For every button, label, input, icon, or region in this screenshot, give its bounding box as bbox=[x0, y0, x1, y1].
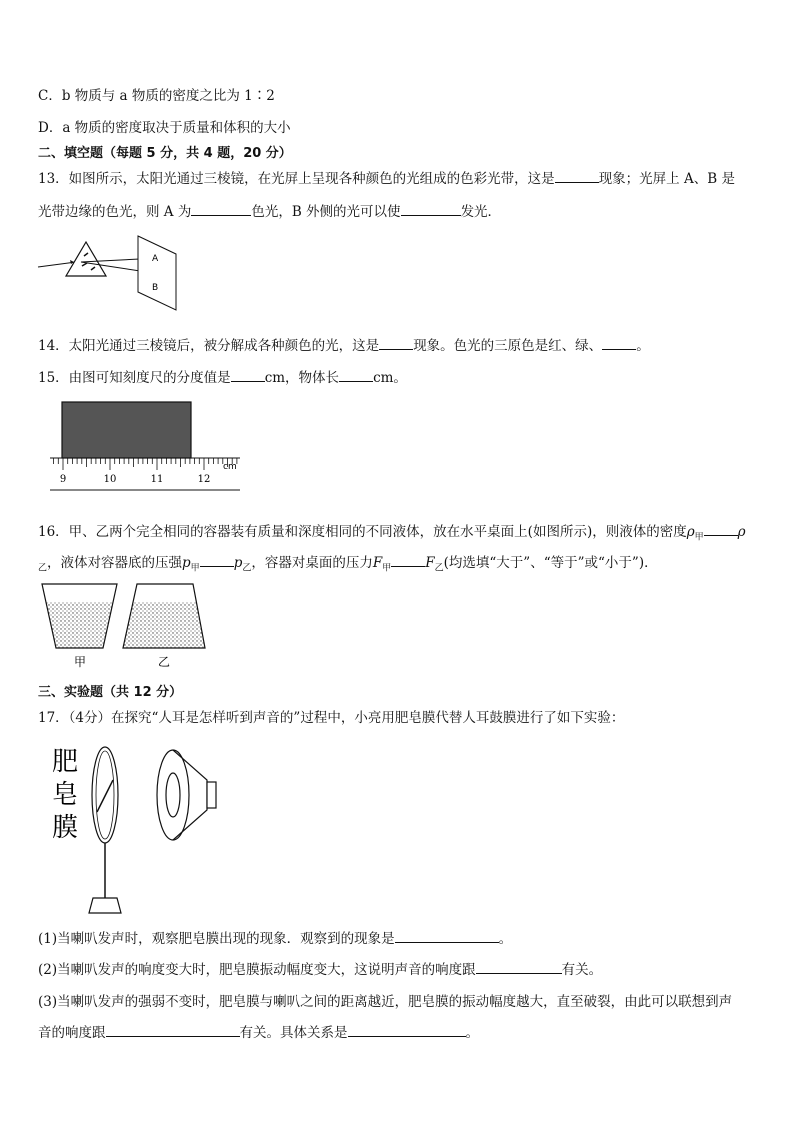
q13-text-a: 13．如图所示，太阳光通过三棱镜，在光屏上呈现各种颜色的光组成的色彩光带，这是 bbox=[38, 171, 555, 187]
q14-text-c: 。 bbox=[636, 338, 650, 354]
q13-blank-2[interactable] bbox=[191, 201, 251, 216]
q13-text-c: 光带边缘的色光，则 A 为 bbox=[38, 204, 192, 220]
q14-text-a: 14．太阳光通过三棱镜后，被分解成各种颜色的光，这是 bbox=[38, 338, 380, 354]
q13-blank-3[interactable] bbox=[401, 201, 461, 216]
option-c: C．b 物质与 a 物质的密度之比为 1∶2 bbox=[38, 88, 275, 104]
q17-part3-line1: (3)当喇叭发声的强弱不变时，肥皂膜与喇叭之间的距离越近，肥皂膜的振动幅度越大，直至破裂，由此可以联想到声 bbox=[38, 994, 733, 1010]
q17-part2 bbox=[38, 958, 602, 978]
q13-text-d: 色光，B 外侧的光可以使 bbox=[251, 204, 401, 220]
prism bbox=[66, 242, 106, 276]
q17-p3-text-b: 有关。具体关系是 bbox=[239, 1025, 348, 1041]
yi-sub-3: 乙 bbox=[434, 563, 444, 574]
ruler-label-12: 12 bbox=[197, 474, 211, 485]
q17-blank-3[interactable] bbox=[106, 1022, 240, 1037]
q17-p1-end: 。 bbox=[498, 931, 513, 947]
incident-ray bbox=[38, 262, 76, 267]
ruler-label-9: 9 bbox=[59, 474, 67, 485]
rho-symbol: ρ bbox=[686, 524, 695, 540]
container-yi bbox=[123, 584, 205, 648]
q15-blank-1[interactable] bbox=[231, 367, 265, 382]
q17-part1 bbox=[38, 927, 512, 947]
label-b: B bbox=[152, 283, 159, 293]
q16-blank-3[interactable] bbox=[391, 552, 425, 567]
q16-line1 bbox=[38, 520, 746, 543]
ruler-figure bbox=[48, 400, 243, 495]
q16-blank-1[interactable] bbox=[704, 521, 738, 536]
q17-p2-end: 有关。 bbox=[561, 962, 603, 978]
q14-blank-2[interactable] bbox=[602, 335, 636, 350]
jia-sub-2: 甲 bbox=[190, 563, 200, 574]
q17-intro: 17．（4分）在探究“人耳是怎样听到声音的”过程中，小亮用肥皂膜代替人耳鼓膜进行了如下实验： bbox=[38, 710, 625, 726]
q17-p1-text: (1)当喇叭发声时，观察肥皂膜出现的现象．观察到的现象是 bbox=[38, 931, 395, 947]
q16-line2 bbox=[38, 551, 658, 574]
q16-text-a: 16．甲、乙两个完全相同的容器装有质量和深度相同的不同液体，放在水平桌面上(如图所示)，则液体的密度 bbox=[38, 524, 687, 540]
jia-sub: 甲 bbox=[694, 532, 704, 543]
q14-line bbox=[38, 334, 650, 354]
q17-blank-4[interactable] bbox=[348, 1022, 466, 1037]
containers-figure bbox=[40, 580, 210, 672]
q13-line2 bbox=[38, 200, 501, 220]
container-jia bbox=[42, 584, 117, 648]
f-symbol-2: F bbox=[425, 555, 435, 571]
q15-text-b: cm，物体长 bbox=[264, 370, 340, 386]
p-symbol: p bbox=[182, 555, 191, 571]
q16-text-d: (均选填“大于”、“等于”或“小于”)． bbox=[443, 555, 658, 571]
option-d: D．a 物质的密度取决于质量和体积的大小 bbox=[38, 120, 291, 136]
ruler-label-10: 10 bbox=[103, 474, 117, 485]
rho-symbol-2: ρ bbox=[737, 524, 746, 540]
q17-p2-text: (2)当喇叭发声的响度变大时，肥皂膜振动幅度变大，这说明声音的响度跟 bbox=[38, 962, 476, 978]
label-yi: 乙 bbox=[157, 655, 171, 669]
prism-figure bbox=[36, 232, 186, 312]
ruler-unit: cm bbox=[223, 462, 237, 472]
fig-char-1: 肥 bbox=[51, 747, 79, 777]
light-screen bbox=[138, 236, 176, 310]
q13-line1 bbox=[38, 167, 735, 187]
section-heading-fill-in: 二、填空题（每题 5 分，共 4 题，20 分） bbox=[38, 146, 292, 161]
soap-film-stand bbox=[89, 747, 121, 913]
q17-p3-text-a: 音的响度跟 bbox=[38, 1025, 106, 1041]
ruler-ticks bbox=[54, 458, 237, 470]
speaker bbox=[157, 750, 216, 840]
measured-block bbox=[62, 402, 191, 458]
q16-blank-2[interactable] bbox=[200, 552, 234, 567]
jia-sub-3: 甲 bbox=[382, 563, 392, 574]
p-symbol-2: p bbox=[233, 555, 243, 571]
q17-part3-line2 bbox=[38, 1021, 479, 1041]
yi-sub: 乙 bbox=[38, 563, 48, 574]
q17-blank-2[interactable] bbox=[476, 959, 562, 974]
q16-text-c: ，容器对桌面的压力 bbox=[251, 555, 373, 571]
fig-char-2: 皂 bbox=[51, 780, 79, 810]
q13-text-e: 发光． bbox=[460, 204, 502, 220]
q15-text-a: 15．由图可知刻度尺的分度值是 bbox=[38, 370, 231, 386]
f-symbol: F bbox=[372, 555, 383, 571]
q15-blank-2[interactable] bbox=[339, 367, 373, 382]
ruler-label-11: 11 bbox=[150, 474, 164, 485]
q13-text-b: 现象；光屏上 A、B 是 bbox=[598, 171, 735, 187]
label-jia: 甲 bbox=[73, 655, 87, 669]
section-heading-experiment: 三、实验题（共 12 分） bbox=[38, 685, 183, 700]
q17-blank-1[interactable] bbox=[395, 928, 499, 943]
q16-text-b: ，液体对容器底的压强 bbox=[47, 555, 183, 571]
q17-p3-end: 。 bbox=[465, 1025, 479, 1041]
q13-blank-1[interactable] bbox=[555, 168, 599, 183]
q15-line bbox=[38, 366, 407, 386]
label-a: A bbox=[152, 254, 159, 264]
fig-char-3: 膜 bbox=[51, 813, 79, 843]
soap-film-figure bbox=[45, 740, 225, 920]
q14-text-b: 现象。色光的三原色是红、绿、 bbox=[413, 338, 603, 354]
q15-text-c: cm。 bbox=[373, 370, 407, 386]
q14-blank-1[interactable] bbox=[379, 335, 413, 350]
yi-sub-2: 乙 bbox=[242, 563, 252, 574]
